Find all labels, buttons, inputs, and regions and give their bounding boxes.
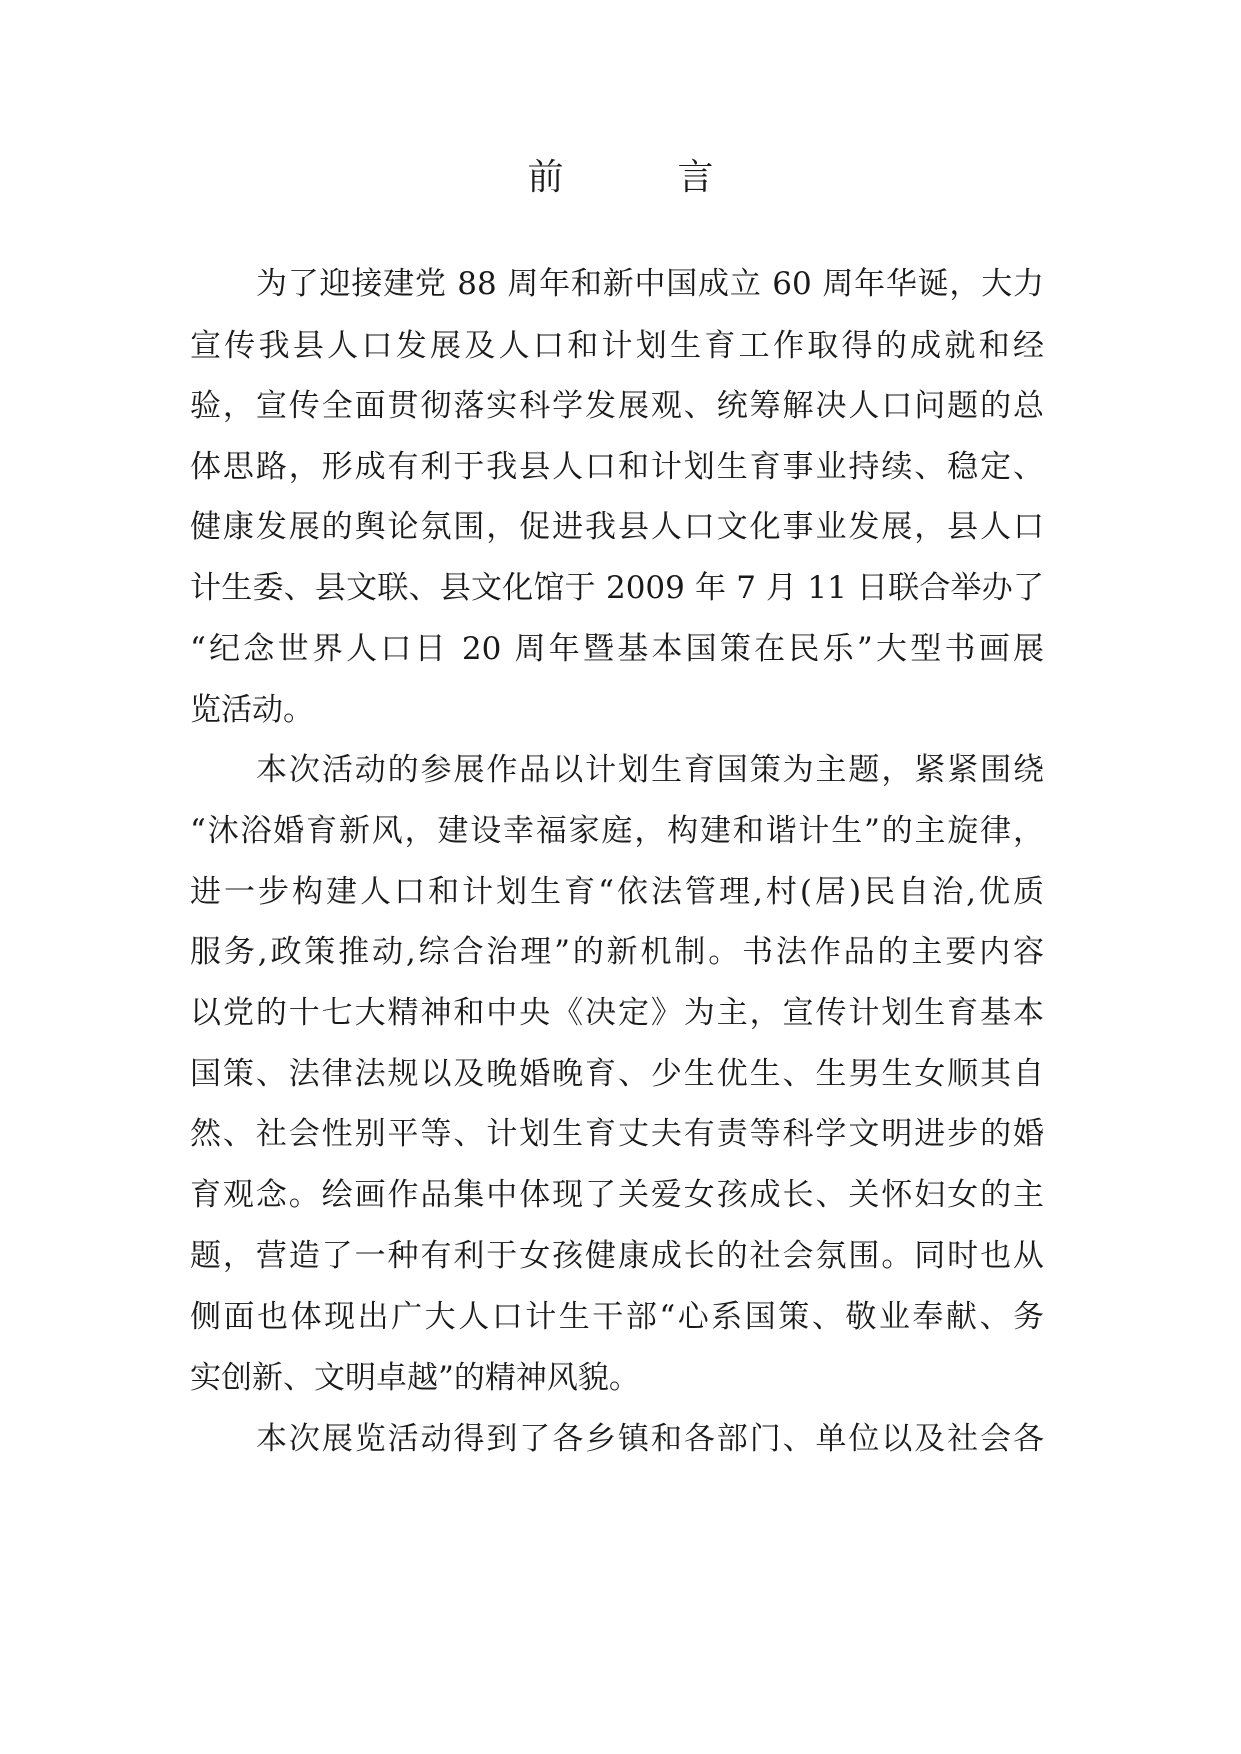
paragraph-2-line-8: 育观念。绘画作品集中体现了关爱女孩成长、关怀妇女的主 — [190, 1177, 1044, 1213]
paragraph-1-line-1: 为了迎接建党 88 周年和新中国成立 60 周年华诞，大力 — [256, 266, 1044, 302]
paragraph-2-line-3: 进一步构建人口和计划生育“依法管理,村(居)民自治,优质 — [190, 874, 1044, 910]
paragraph-1-line-5: 健康发展的舆论氛围，促进我县人口文化事业发展，县人口 — [190, 509, 1044, 545]
paragraph-2-line-7: 然、社会性别平等、计划生育丈夫有责等科学文明进步的婚 — [190, 1116, 1044, 1152]
paragraph-2-line-5: 以党的十七大精神和中央《决定》为主，宣传计划生育基本 — [190, 995, 1044, 1031]
paragraph-2-line-6: 国策、法律法规以及晚婚晚育、少生优生、生男生女顺其自 — [190, 1056, 1044, 1092]
paragraph-2-line-11: 实创新、文明卓越”的精神风貌。 — [190, 1360, 640, 1396]
paragraph-3-line-1: 本次展览活动得到了各乡镇和各部门、单位以及社会各 — [256, 1421, 1044, 1457]
paragraph-2-line-10: 侧面也体现出广大人口计生干部“心系国策、敬业奉献、务 — [190, 1299, 1044, 1335]
paragraph-1-line-7: “纪念世界人口日 20 周年暨基本国策在民乐”大型书画展 — [190, 631, 1044, 667]
paragraph-2-line-1: 本次活动的参展作品以计划生育国策为主题，紧紧围绕 — [256, 752, 1044, 788]
paragraph-2-line-9: 题，营造了一种有利于女孩健康成长的社会氛围。同时也从 — [190, 1238, 1044, 1274]
paragraph-1-line-3: 验，宣传全面贯彻落实科学发展观、统筹解决人口问题的总 — [190, 388, 1044, 424]
paragraph-1-line-6: 计生委、县文联、县文化馆于 2009 年 7 月 11 日联合举办了 — [190, 570, 1044, 606]
paragraph-1-line-2: 宣传我县人口发展及人口和计划生育工作取得的成就和经 — [190, 328, 1044, 364]
title-char-1: 前 — [527, 157, 564, 198]
page-title — [0, 158, 1241, 198]
paragraph-2-line-2: “沐浴婚育新风，建设幸福家庭，构建和谐计生”的主旋律， — [190, 813, 1044, 849]
paragraph-2-line-4: 服务,政策推动,综合治理”的新机制。书法作品的主要内容 — [190, 934, 1044, 970]
paragraph-1-line-4: 体思路，形成有利于我县人口和计划生育事业持续、稳定、 — [190, 449, 1044, 485]
paragraph-1-line-8: 览活动。 — [190, 692, 314, 728]
title-char-2: 言 — [677, 157, 714, 198]
